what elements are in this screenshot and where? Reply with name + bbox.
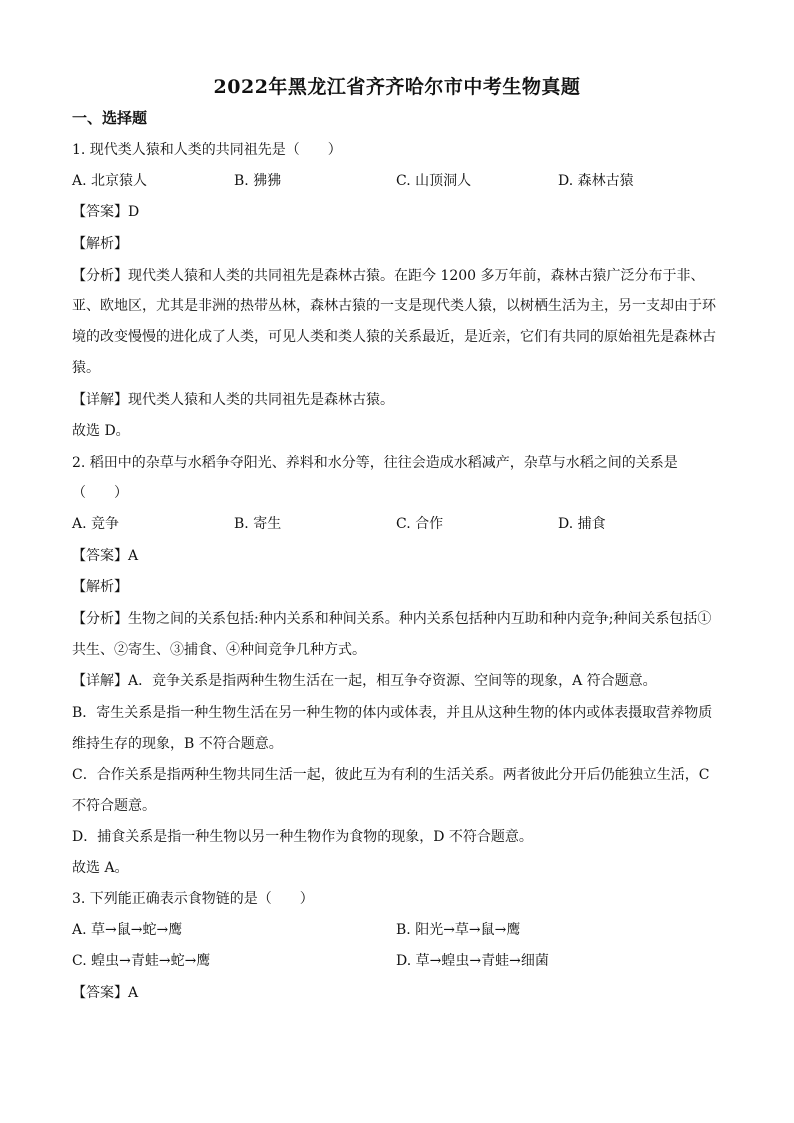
- q3-option-b: B. 阳光→草→鼠→鹰: [396, 922, 521, 938]
- q1-stem: 1. 现代类人猿和人类的共同祖先是（ ）: [72, 142, 342, 158]
- q3-answer: 【答案】A: [72, 985, 139, 1001]
- q2-stem-line: （ ）: [72, 485, 128, 501]
- q2-stem-line: 2. 稻田中的杂草与水稻争夺阳光、养料和水分等，往往会造成水稻减产，杂草与水稻之间的关系是: [72, 455, 678, 471]
- q2-answer: 【答案】A: [72, 548, 139, 564]
- q3-option-d: D. 草→蝗虫→青蛙→细菌: [396, 953, 549, 969]
- q1-choice: 故选 D。: [72, 423, 130, 439]
- q3-option-a: A. 草→鼠→蛇→鹰: [72, 922, 183, 938]
- q1-fenxi-line: 境的改变慢慢的进化成了人类，可见人类和类人猿的关系最近，是近亲，它们有共同的原始祖先是森林古: [72, 329, 716, 345]
- q1-option-c: C. 山顶洞人: [396, 173, 472, 189]
- q2-option-c: C. 合作: [396, 516, 444, 532]
- q2-option-b: B. 寄生: [234, 516, 282, 532]
- q1-answer: 【答案】D: [72, 204, 140, 220]
- q1-fenxi-line: 亚、欧地区，尤其是非洲的热带丛林，森林古猿的一支是现代类人猿，以树栖生活为主，另一支却由于环: [72, 298, 716, 314]
- q2-fenxi-line: 【分析】生物之间的关系包括:种内关系和种间关系。种内关系包括种内互助和种内竞争;种间关系包括①: [72, 611, 712, 627]
- q2-xiangjie-line: 维持生存的现象，B 不符合题意。: [72, 736, 283, 752]
- q2-xiangjie-line: B．寄生关系是指一种生物生活在另一种生物的体内或体表，并且从这种生物的体内或体表摄取营养物质: [72, 705, 713, 721]
- q2-xiangjie-line: 【详解】A．竞争关系是指两种生物生活在一起，相互争夺资源、空间等的现象，A 符合题意。: [72, 673, 657, 689]
- q2-xiangjie-line: D．捕食关系是指一种生物以另一种生物作为食物的现象，D 不符合题意。: [72, 829, 533, 845]
- q3-stem: 3. 下列能正确表示食物链的是（ ）: [72, 891, 314, 907]
- q2-xiangjie-line: 不符合题意。: [72, 798, 156, 814]
- q1-xiangjie: 【详解】现代类人猿和人类的共同祖先是森林古猿。: [72, 392, 394, 408]
- q1-fenxi-line: 猿。: [72, 360, 100, 376]
- q3-option-c: C. 蝗虫→青蛙→蛇→鹰: [72, 953, 211, 969]
- q1-option-d: D. 森林古猿: [558, 173, 634, 189]
- section-heading: 一、选择题: [72, 109, 148, 127]
- page-title: 2022年黑龙江省齐齐哈尔市中考生物真题: [213, 76, 581, 98]
- q1-option-a: A. 北京猿人: [72, 173, 148, 189]
- q2-fenxi-line: 共生、②寄生、③捕食、④种间竞争几种方式。: [72, 642, 366, 658]
- q1-option-b: B. 狒狒: [234, 173, 282, 189]
- q2-xiangjie-line: C．合作关系是指两种生物共同生活一起，彼此互为有利的生活关系。两者彼此分开后仍能独立生活，C: [72, 767, 710, 783]
- q2-option-d: D. 捕食: [558, 516, 606, 532]
- q2-option-a: A. 竞争: [72, 516, 120, 532]
- q2-choice: 故选 A。: [72, 860, 129, 876]
- q2-jiexi-label: 【解析】: [72, 579, 128, 595]
- q1-jiexi-label: 【解析】: [72, 236, 128, 252]
- q1-fenxi-line: 【分析】现代类人猿和人类的共同祖先是森林古猿。在距今 1200 多万年前，森林古猿广泛分布于非、: [72, 268, 705, 284]
